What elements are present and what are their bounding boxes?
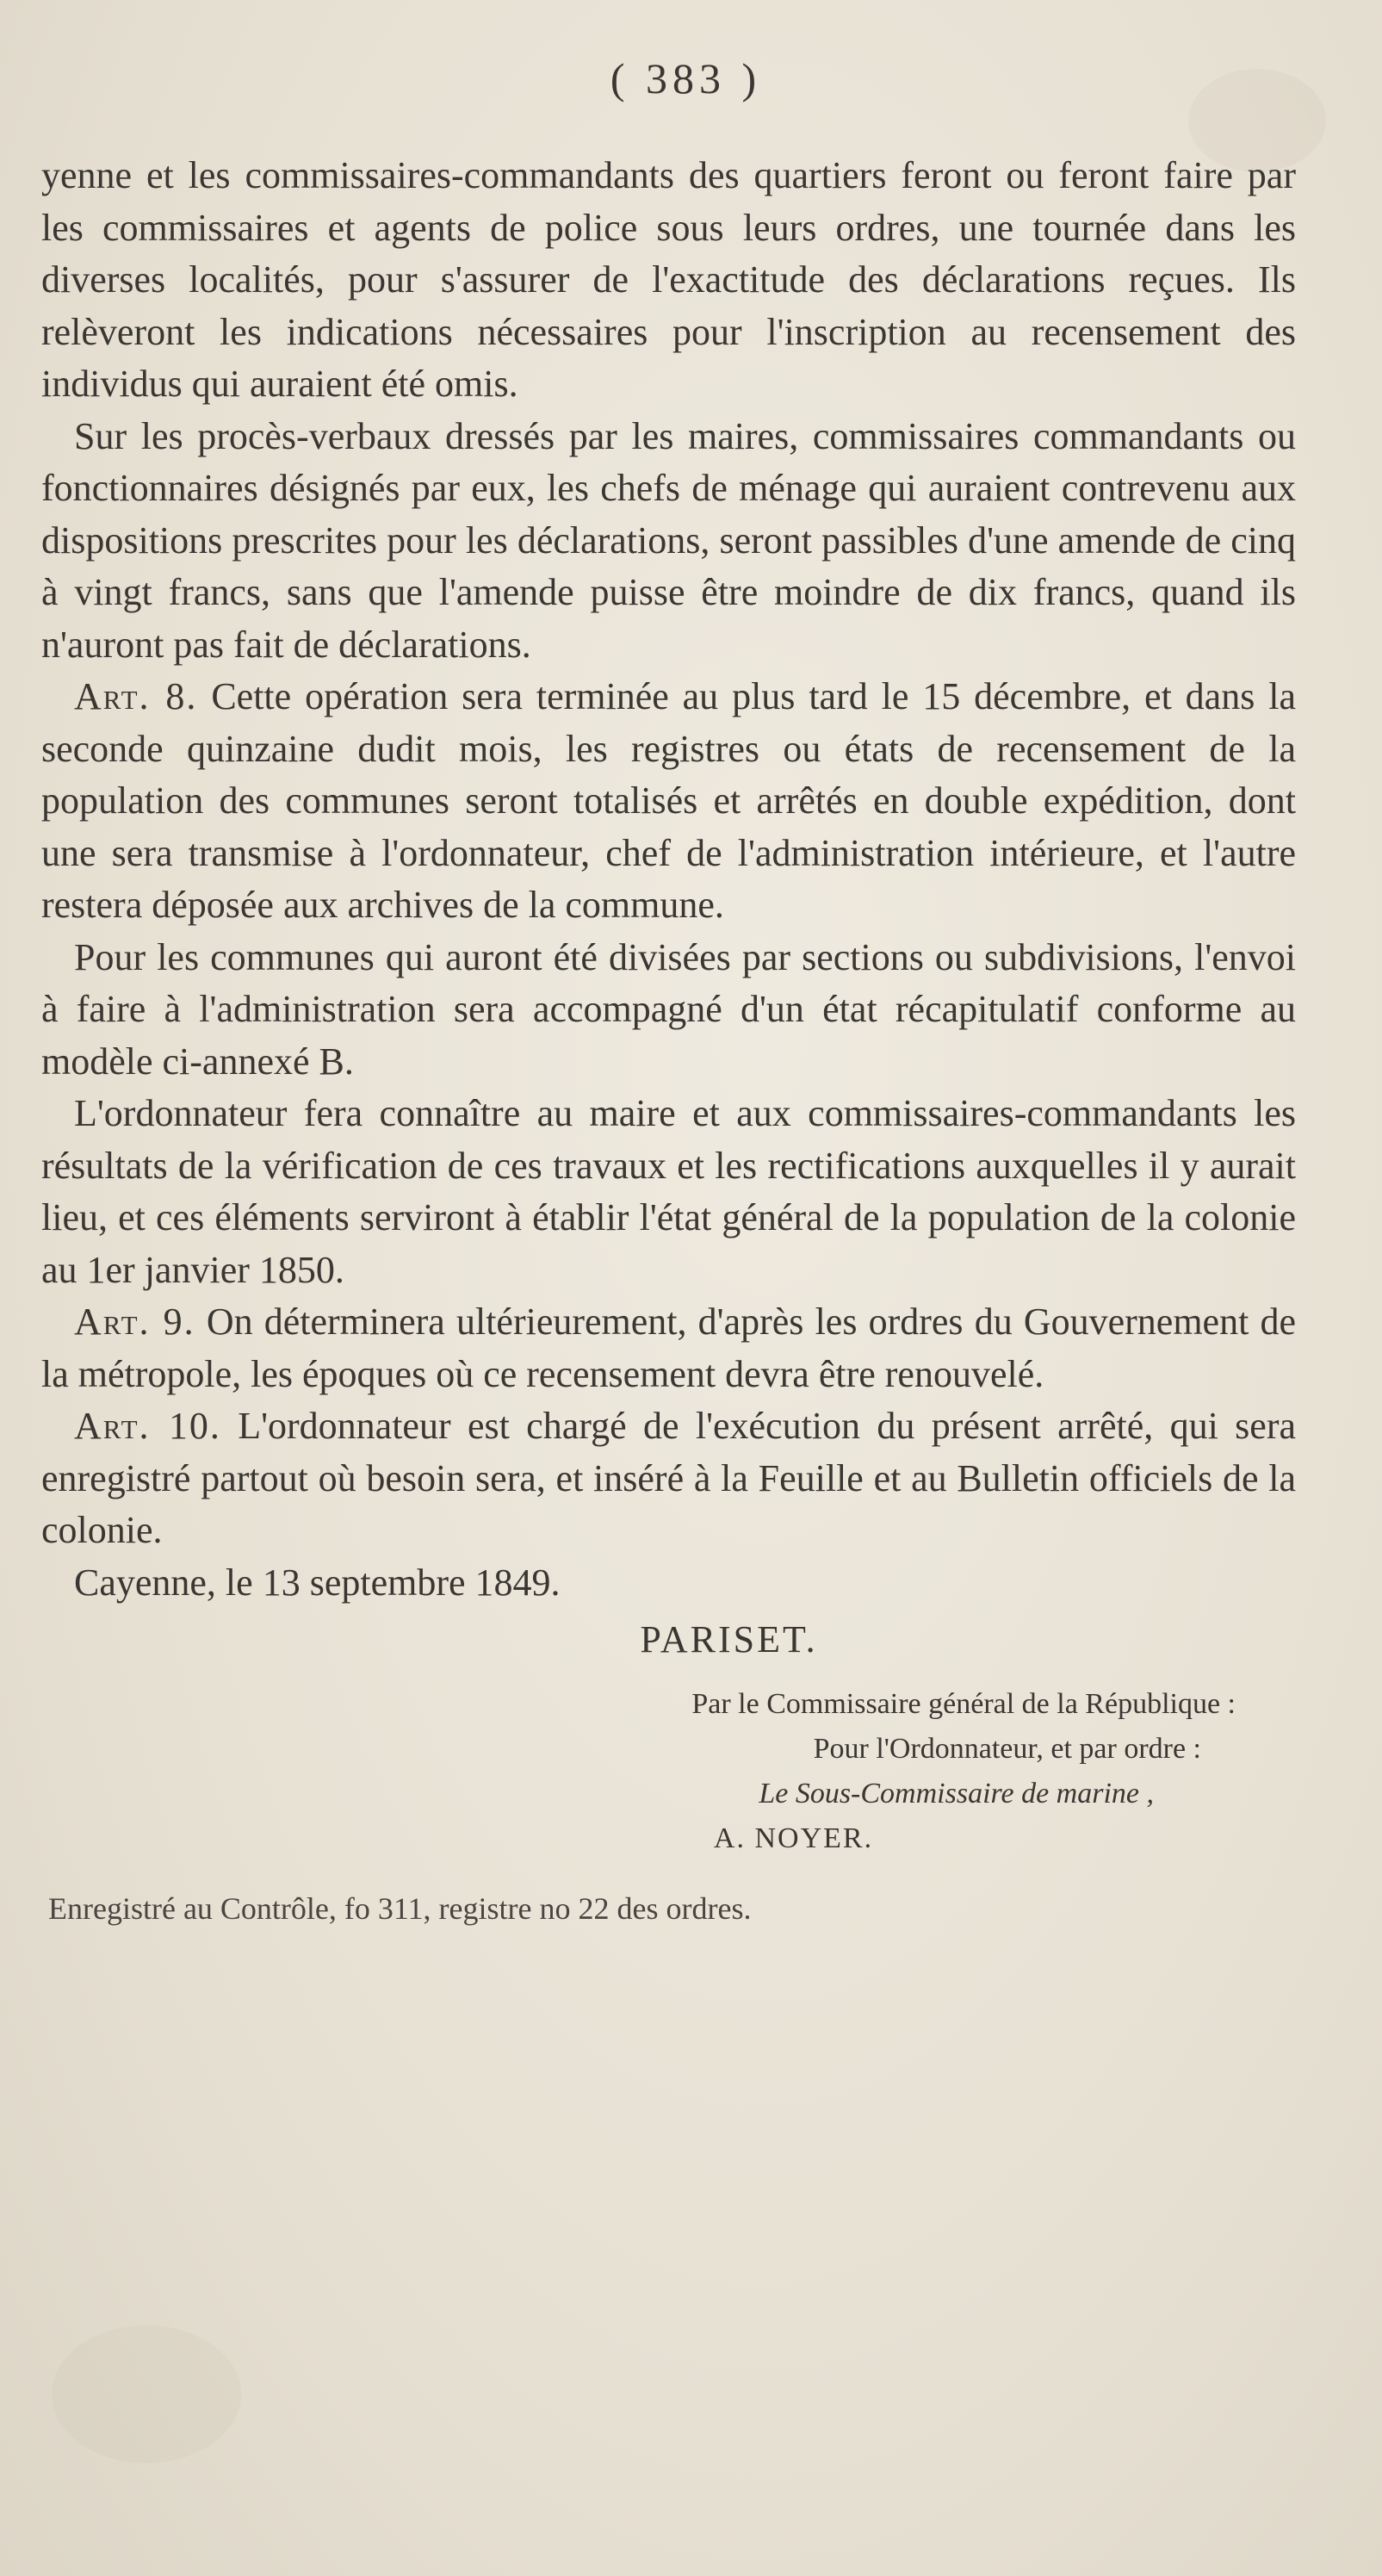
place-date: Cayenne, le 13 septembre 1849.	[74, 1561, 561, 1604]
authority-line: Pour l'Ordonnateur, et par ordre :	[813, 1732, 1201, 1765]
article-paragraph	[41, 1296, 1296, 1400]
article-text: Cette opération sera terminée au plus tard le 15 décembre, et dans la seconde quinzaine dudit mois, les registres ou états de recensement de la population des communes seront totalisés et arrêtés en double expédition, dont une sera transmise à l'ordonnateur, chef de l'administration intérieure, et l'autre restera déposée aux archives de la commune.	[41, 675, 1296, 926]
paragraph: L'ordonnateur fera connaître au maire et aux commissaires-commandants les résultats de la vérification de ces travaux et les rectifications auxquelles il y aurait lieu, et ces éléments serviront à établir l'état général de la population de la colonie au 1er janvier 1850.	[41, 1092, 1296, 1291]
registration-note: Enregistré au Contrôle, fo 311, registre no 22 des ordres.	[48, 1890, 752, 1926]
article-label: Art. 10.	[74, 1405, 221, 1447]
body-text	[41, 150, 1296, 1557]
article-paragraph	[41, 671, 1296, 932]
paper-stain	[1188, 69, 1326, 172]
paper-stain	[52, 2325, 241, 2463]
authority-line: Par le Commissaire général de la République :	[691, 1687, 1236, 1720]
authority-block	[41, 1682, 1296, 1861]
signatory-name: PARISET.	[640, 1617, 818, 1660]
article-label: Art. 9.	[74, 1300, 195, 1343]
paragraph: yenne et les commissaires-commandants des quartiers feront ou feront faire par les commissaires et agents de police sous leurs ordres, une tournée dans les diverses localités, pour s'assurer de l'exactitude des déclarations reçues. Ils relèveront les indications nécessaires pour l'inscription au recensement des individus qui auraient été omis.	[41, 154, 1296, 405]
article-label: Art. 8.	[74, 675, 198, 717]
authority-signature: A. NOYER.	[713, 1822, 874, 1854]
authority-line: Le Sous-Commissaire de marine ,	[759, 1777, 1154, 1809]
paragraph: Sur les procès-verbaux dressés par les maires, commissaires commandants ou fonctionnaires désignés par eux, les chefs de ménage qui auraient contrevenu aux dispositions prescrites pour les déclarations, seront passibles d'une amende de cinq à vingt francs, sans que l'amende puisse être moindre de dix francs, quand ils n'auront pas fait de déclarations.	[41, 414, 1296, 666]
article-text: On déterminera ultérieurement, d'après les ordres du Gouvernement de la métropole, les époques où ce recensement devra être renouvelé.	[41, 1300, 1296, 1395]
article-text: L'ordonnateur est chargé de l'exécution du présent arrêté, qui sera enregistré partout où besoin sera, et inséré à la Feuille et au Bulletin officiels de la colonie.	[41, 1405, 1296, 1551]
page-number: ( 383 )	[610, 54, 762, 102]
paragraph: Pour les communes qui auront été divisées par sections ou subdivisions, l'envoi à faire à l'administration sera accompagné d'un état récapitulatif conforme au modèle ci-annexé B.	[41, 935, 1296, 1083]
article-paragraph	[41, 1400, 1296, 1557]
